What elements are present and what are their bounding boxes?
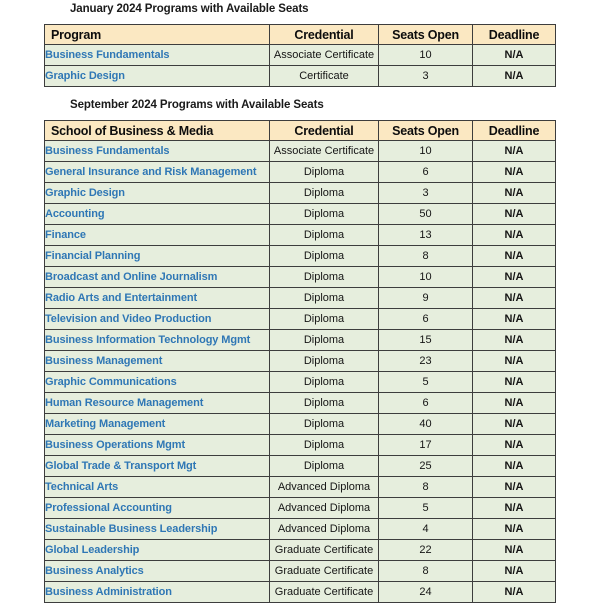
cell-program-name[interactable]: Business Administration xyxy=(45,582,270,603)
cell-credential: Diploma xyxy=(270,204,379,225)
table-header-row xyxy=(45,25,556,45)
table-row xyxy=(45,435,556,456)
cell-seats-open: 5 xyxy=(379,498,473,519)
table-header-september xyxy=(45,121,556,141)
cell-seats-open: 8 xyxy=(379,477,473,498)
cell-credential: Diploma xyxy=(270,162,379,183)
cell-seats-open: 10 xyxy=(379,267,473,288)
cell-deadline: N/A xyxy=(473,162,556,183)
cell-program-name[interactable]: Radio Arts and Entertainment xyxy=(45,288,270,309)
column-header-seats-open: Seats Open xyxy=(379,25,473,45)
table-body-january xyxy=(45,45,556,87)
cell-seats-open: 10 xyxy=(379,141,473,162)
table-row xyxy=(45,225,556,246)
cell-credential: Diploma xyxy=(270,288,379,309)
table-row xyxy=(45,45,556,66)
cell-credential: Advanced Diploma xyxy=(270,519,379,540)
cell-credential: Associate Certificate xyxy=(270,141,379,162)
cell-seats-open: 17 xyxy=(379,435,473,456)
cell-program-name[interactable]: Sustainable Business Leadership xyxy=(45,519,270,540)
table-row xyxy=(45,519,556,540)
cell-seats-open: 10 xyxy=(379,45,473,66)
cell-program-name[interactable]: Financial Planning xyxy=(45,246,270,267)
cell-seats-open: 40 xyxy=(379,414,473,435)
table-row xyxy=(45,246,556,267)
cell-program-name[interactable]: Global Leadership xyxy=(45,540,270,561)
table-row xyxy=(45,456,556,477)
cell-seats-open: 4 xyxy=(379,519,473,540)
table-container-september xyxy=(0,120,600,603)
programs-table-september xyxy=(44,120,556,603)
column-header-program: Program xyxy=(45,25,270,45)
cell-credential: Diploma xyxy=(270,435,379,456)
table-header-january xyxy=(45,25,556,45)
cell-credential: Diploma xyxy=(270,372,379,393)
cell-deadline: N/A xyxy=(473,267,556,288)
cell-credential: Advanced Diploma xyxy=(270,498,379,519)
cell-program-name[interactable]: Television and Video Production xyxy=(45,309,270,330)
table-header-row xyxy=(45,121,556,141)
cell-deadline: N/A xyxy=(473,477,556,498)
cell-seats-open: 3 xyxy=(379,183,473,204)
cell-credential: Diploma xyxy=(270,393,379,414)
cell-program-name[interactable]: Human Resource Management xyxy=(45,393,270,414)
cell-seats-open: 13 xyxy=(379,225,473,246)
cell-deadline: N/A xyxy=(473,519,556,540)
cell-deadline: N/A xyxy=(473,498,556,519)
cell-program-name[interactable]: Professional Accounting xyxy=(45,498,270,519)
cell-program-name[interactable]: General Insurance and Risk Management xyxy=(45,162,270,183)
cell-seats-open: 5 xyxy=(379,372,473,393)
cell-program-name[interactable]: Finance xyxy=(45,225,270,246)
cell-deadline: N/A xyxy=(473,330,556,351)
table-row xyxy=(45,561,556,582)
cell-credential: Diploma xyxy=(270,330,379,351)
table-row xyxy=(45,330,556,351)
cell-program-name[interactable]: Broadcast and Online Journalism xyxy=(45,267,270,288)
cell-credential: Associate Certificate xyxy=(270,45,379,66)
cell-credential: Certificate xyxy=(270,66,379,87)
table-container-january xyxy=(0,24,600,87)
cell-program-name[interactable]: Graphic Communications xyxy=(45,372,270,393)
table-row xyxy=(45,66,556,87)
cell-credential: Diploma xyxy=(270,267,379,288)
cell-credential: Diploma xyxy=(270,351,379,372)
cell-seats-open: 6 xyxy=(379,393,473,414)
cell-deadline: N/A xyxy=(473,561,556,582)
cell-seats-open: 24 xyxy=(379,582,473,603)
cell-deadline: N/A xyxy=(473,204,556,225)
table-row xyxy=(45,351,556,372)
cell-deadline: N/A xyxy=(473,288,556,309)
cell-deadline: N/A xyxy=(473,393,556,414)
column-header-deadline: Deadline xyxy=(473,121,556,141)
cell-seats-open: 50 xyxy=(379,204,473,225)
table-row xyxy=(45,309,556,330)
cell-program-name[interactable]: Global Trade & Transport Mgt xyxy=(45,456,270,477)
table-body-september xyxy=(45,141,556,603)
section-title-september: September 2024 Programs with Available Seats xyxy=(70,99,324,111)
cell-deadline: N/A xyxy=(473,246,556,267)
cell-program-name[interactable]: Technical Arts xyxy=(45,477,270,498)
table-row xyxy=(45,393,556,414)
cell-deadline: N/A xyxy=(473,183,556,204)
table-row xyxy=(45,204,556,225)
cell-deadline: N/A xyxy=(473,225,556,246)
table-row xyxy=(45,414,556,435)
cell-seats-open: 8 xyxy=(379,561,473,582)
cell-credential: Diploma xyxy=(270,414,379,435)
column-header-seats-open: Seats Open xyxy=(379,121,473,141)
cell-seats-open: 25 xyxy=(379,456,473,477)
cell-program-name[interactable]: Accounting xyxy=(45,204,270,225)
cell-deadline: N/A xyxy=(473,456,556,477)
cell-seats-open: 6 xyxy=(379,162,473,183)
cell-program-name[interactable]: Graphic Design xyxy=(45,66,270,87)
cell-deadline: N/A xyxy=(473,372,556,393)
table-row xyxy=(45,372,556,393)
cell-credential: Graduate Certificate xyxy=(270,561,379,582)
table-row xyxy=(45,288,556,309)
table-row xyxy=(45,477,556,498)
column-header-credential: Credential xyxy=(270,25,379,45)
cell-seats-open: 23 xyxy=(379,351,473,372)
cell-program-name[interactable]: Business Operations Mgmt xyxy=(45,435,270,456)
cell-deadline: N/A xyxy=(473,141,556,162)
table-row xyxy=(45,183,556,204)
cell-program-name[interactable]: Business Fundamentals xyxy=(45,45,270,66)
cell-program-name[interactable]: Business Management xyxy=(45,351,270,372)
cell-seats-open: 6 xyxy=(379,309,473,330)
cell-program-name[interactable]: Business Information Technology Mgmt xyxy=(45,330,270,351)
cell-deadline: N/A xyxy=(473,540,556,561)
cell-deadline: N/A xyxy=(473,582,556,603)
table-row xyxy=(45,540,556,561)
table-row xyxy=(45,141,556,162)
cell-credential: Diploma xyxy=(270,456,379,477)
cell-program-name[interactable]: Graphic Design xyxy=(45,183,270,204)
cell-seats-open: 3 xyxy=(379,66,473,87)
section-title-january: January 2024 Programs with Available Seats xyxy=(70,3,309,15)
cell-deadline: N/A xyxy=(473,435,556,456)
table-row xyxy=(45,267,556,288)
column-header-deadline: Deadline xyxy=(473,25,556,45)
cell-credential: Diploma xyxy=(270,225,379,246)
cell-credential: Diploma xyxy=(270,309,379,330)
cell-program-name[interactable]: Marketing Management xyxy=(45,414,270,435)
cell-program-name[interactable]: Business Fundamentals xyxy=(45,141,270,162)
programs-table-january xyxy=(44,24,556,87)
column-header-school: School of Business & Media xyxy=(45,121,270,141)
cell-deadline: N/A xyxy=(473,351,556,372)
cell-deadline: N/A xyxy=(473,45,556,66)
cell-seats-open: 22 xyxy=(379,540,473,561)
cell-deadline: N/A xyxy=(473,414,556,435)
cell-deadline: N/A xyxy=(473,66,556,87)
table-row xyxy=(45,498,556,519)
cell-credential: Graduate Certificate xyxy=(270,540,379,561)
cell-credential: Advanced Diploma xyxy=(270,477,379,498)
cell-credential: Diploma xyxy=(270,183,379,204)
cell-seats-open: 9 xyxy=(379,288,473,309)
cell-credential: Graduate Certificate xyxy=(270,582,379,603)
cell-seats-open: 15 xyxy=(379,330,473,351)
table-row xyxy=(45,582,556,603)
cell-seats-open: 8 xyxy=(379,246,473,267)
table-row xyxy=(45,162,556,183)
column-header-credential: Credential xyxy=(270,121,379,141)
cell-deadline: N/A xyxy=(473,309,556,330)
cell-program-name[interactable]: Business Analytics xyxy=(45,561,270,582)
cell-credential: Diploma xyxy=(270,246,379,267)
